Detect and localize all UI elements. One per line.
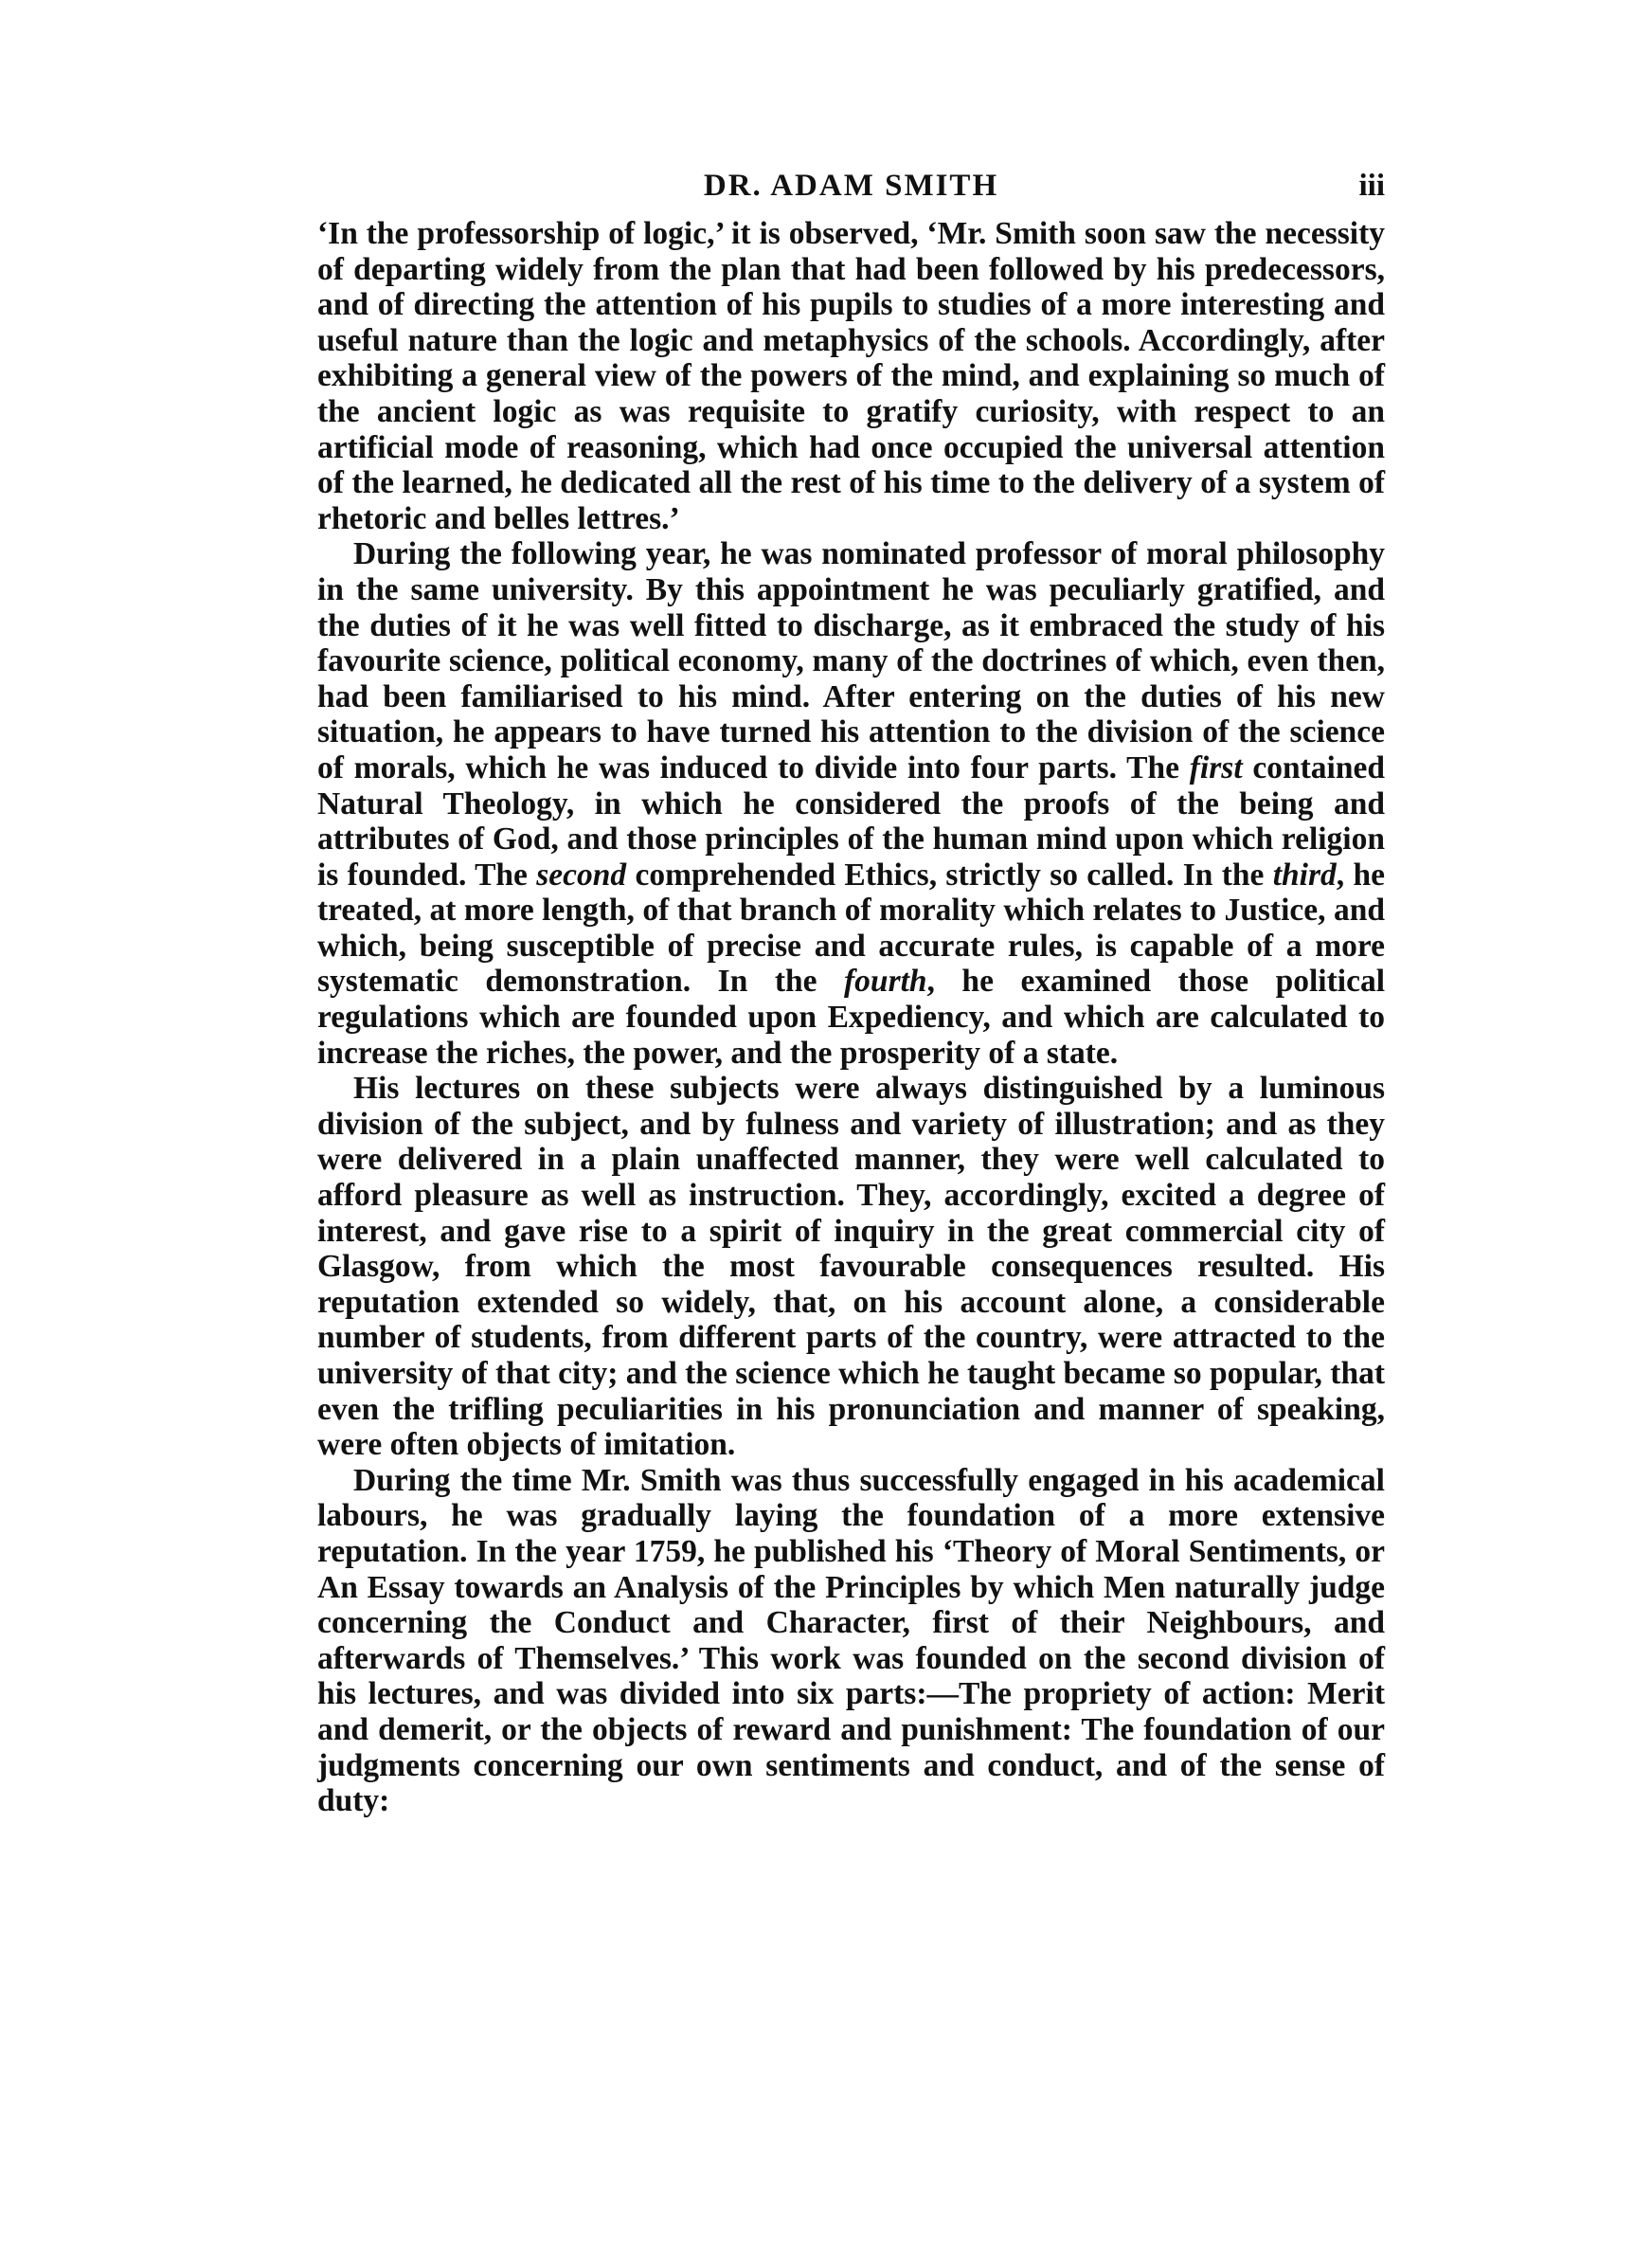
text-run: comprehended Ethics, strictly so called. In the [626, 857, 1273, 893]
running-head [317, 169, 1385, 210]
text-run: During the time Mr. Smith was thus successfully engaged in his academical labours, he was gradually laying the foundation of a more extensive reputation. In the year 1759, he published his ‘Theory of Moral Sentiments, or An Essay towards an Analysis of the Principles by which Men naturally judge concerning the Conduct and Character, first of their Neighbours, and afterwards of Themselves.’ This work was founded on the second division of his lectures, and was divided into six parts:—The propriety of action: Merit and demerit, or the objects of reward and punishment: The foundation of our judgments concerning our own sentiments and conduct, and of the sense of duty: [317, 1462, 1385, 1819]
text-run: ‘In the professorship of logic,’ it is observed, ‘Mr. Smith soon saw the necessity of departing widely from the plan that had been followed by his predecessors, and of directing the attention of his pupils to studies of a more interesting and useful nature than the logic and metaphysics of the schools. Accordingly, after exhibiting a general view of the powers of the mind, and explaining so much of the ancient logic as was requisite to gratify curiosity, with respect to an artificial mode of reasoning, which had once occupied the universal attention of the learned, he dedicated all the rest of his time to the delivery of a system of rhetoric and belles lettres.’ [317, 216, 1385, 536]
italic-term: third [1272, 857, 1337, 893]
italic-term: fourth [844, 964, 927, 1000]
italic-term: first [1189, 749, 1243, 785]
text-run: , he treated, at more length, of that branch of morality which relates to Justice, and which, being susceptible of precise and accurate rules, is capable of a more systematic demonstration. In the [317, 857, 1385, 1000]
running-title: DR. ADAM SMITH [703, 169, 999, 203]
italic-term: second [536, 857, 627, 893]
text-run: contained Natural Theology, in which he considered the proofs of the being and attributes of God, and those principles of the human mind upon which religion is founded. The [317, 749, 1385, 893]
paragraph-lectures [317, 1071, 1385, 1463]
page-number: iii [1358, 169, 1385, 203]
paragraph-logic-quote [317, 216, 1385, 536]
text-run: His lectures on these subjects were always distinguished by a luminous division of the subject, and by fulness and variety of illustration; and as they were delivered in a plain unaffected manner, they were well calculated to afford pleasure as well as instruction. They, accordingly, excited a degree of interest, and gave rise to a spirit of inquiry in the great commercial city of Glasgow, from which the most favourable consequences resulted. His reputation extended so widely, that, on his account alone, a considerable number of students, from different parts of the country, were attracted to the university of that city; and the science which he taught became so popular, that even the trifling peculiarities in his pronunciation and manner of speaking, were often objects of imitation. [317, 1071, 1385, 1463]
paragraph-moral-philosophy [317, 536, 1385, 1071]
text-run: , he examined those political regulations which are founded upon Expediency, and which are calculated to increase the riches, the power, and the prosperity of a state. [317, 964, 1386, 1071]
paragraph-moral-sentiments [317, 1463, 1385, 1819]
body-text [317, 216, 1385, 1819]
text-run: During the following year, he was nominated professor of moral philosophy in the same university. By this appointment he was peculiarly gratified, and the duties of it he was well fitted to discharge, as it embraced the study of his favourite science, political economy, many of the doctrines of which, even then, had been familiarised to his mind. After entering on the duties of his new situation, he appears to have turned his attention to the division of the science of morals, which he was induced to divide into four parts. The [317, 536, 1385, 785]
